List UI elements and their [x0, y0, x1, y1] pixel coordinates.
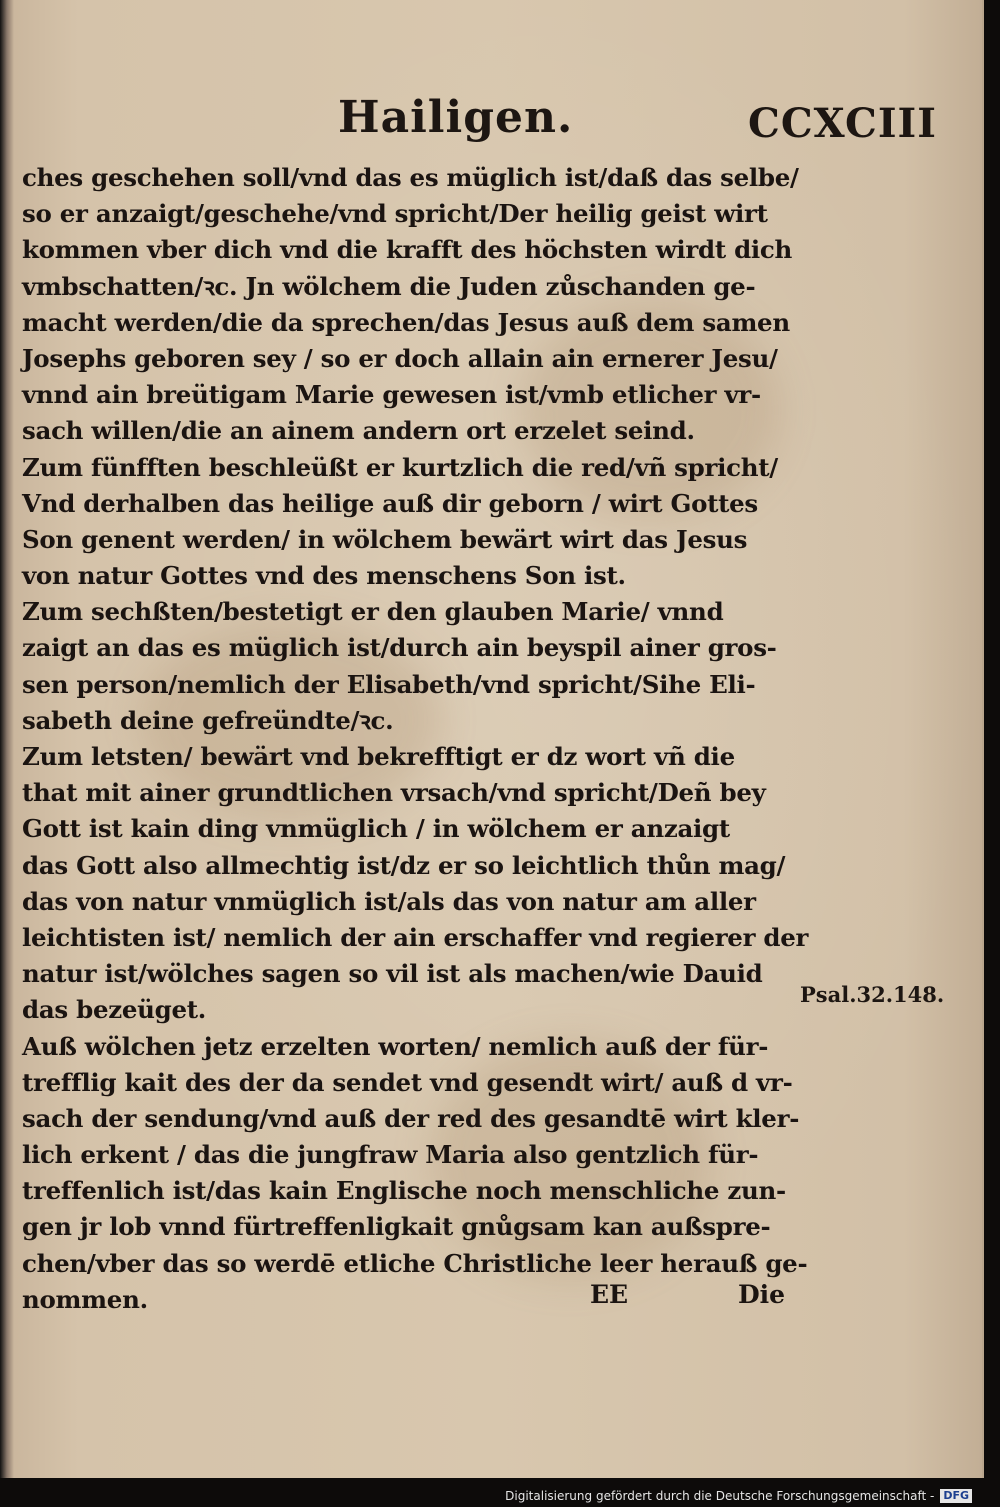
text-line: lich erkent / das die jungfraw Maria also gentzlich für-: [22, 1140, 759, 1170]
dfg-logo: DFG: [940, 1489, 972, 1503]
folio-number: CCXCIII: [748, 100, 937, 147]
text-line: vnnd ain breütigam Marie gewesen ist/vmb etlicher vr-: [22, 380, 761, 410]
text-line: von natur Gottes vnd des menschens Son ist.: [22, 561, 626, 591]
text-line: Zum fünfften beschleüßt er kurtzlich die red/vñ spricht/: [22, 452, 778, 482]
text-line: Zum sechßten/bestetigt er den glauben Marie/ vnnd: [22, 597, 724, 627]
text-line: das von natur vnmüglich ist/als das von natur am aller: [22, 886, 756, 916]
marginal-note: Psal.32.148.: [800, 982, 945, 1007]
catchword: Die: [738, 1280, 786, 1309]
text-line: vmbschatten/ꝛc. Jn wölchem die Juden zůschanden ge-: [22, 271, 756, 301]
text-line: Son genent werden/ in wölchem bewärt wirt das Jesus: [22, 524, 748, 554]
text-line: ches geschehen soll/vnd das es müglich ist/daß das selbe/: [22, 163, 799, 192]
digitization-credit: [505, 1489, 972, 1503]
text-line: gen jr lob vnnd fürtreffenligkait gnůgsam kan außspre-: [22, 1212, 771, 1242]
text-line: so er anzaigt/geschehe/vnd spricht/Der heilig geist wirt: [22, 199, 768, 229]
text-line: das bezeüget.: [22, 995, 207, 1025]
text-line: nommen.: [22, 1284, 148, 1314]
signature-mark: EE: [590, 1280, 629, 1309]
text-line: sabeth deine gefreündte/ꝛc.: [22, 705, 394, 735]
text-line: leichtisten ist/ nemlich der ain erschaffer vnd regierer der: [22, 922, 809, 952]
text-line: sach willen/die an ainem andern ort erzelet seind.: [22, 416, 695, 446]
text-line: kommen vber dich vnd die krafft des höchsten wirdt dich: [22, 235, 793, 265]
text-line: natur ist/wölches sagen so vil ist als machen/wie Dauid: [22, 959, 763, 989]
text-line: macht werden/die da sprechen/das Jesus auß dem samen: [22, 307, 790, 337]
credit-text: Digitalisierung gefördert durch die Deutsche Forschungsgemeinschaft -: [505, 1489, 935, 1503]
text-line: zaigt an das es müglich ist/durch ain beyspil ainer gros-: [22, 633, 777, 663]
text-line: sen person/nemlich der Elisabeth/vnd spricht/Sihe Eli-: [22, 669, 756, 699]
text-line: Auß wölchen jetz erzelten worten/ nemlich auß der für-: [22, 1031, 769, 1061]
body-text: [22, 160, 812, 1318]
text-line: treffenlich ist/das kain Englische noch menschliche zun-: [22, 1176, 786, 1206]
text-line: Vnd derhalben das heilige auß dir geborn / wirt Gottes: [22, 488, 758, 518]
text-line: Josephs geboren sey / so er doch allain ain ernerer Jesu/: [22, 343, 778, 373]
text-line: chen/vber das so werdē etliche Christliche leer herauß ge-: [22, 1248, 808, 1278]
text-line: sach der sendung/vnd auß der red des gesandtē wirt kler-: [22, 1103, 800, 1133]
running-header-title: Hailigen.: [338, 92, 574, 143]
text-line: Zum letsten/ bewärt vnd bekrefftigt er dz wort vñ die: [22, 742, 735, 771]
text-line: das Gott also allmechtig ist/dz er so leichtlich thůn mag/: [22, 850, 786, 880]
text-line: trefflig kait des der da sendet vnd gesendt wirt/ auß d vr-: [22, 1067, 793, 1097]
text-line: Gott ist kain ding vnmüglich / in wölchem er anzaigt: [22, 814, 730, 844]
text-line: that mit ainer grundtlichen vrsach/vnd spricht/Deñ bey: [22, 778, 766, 808]
